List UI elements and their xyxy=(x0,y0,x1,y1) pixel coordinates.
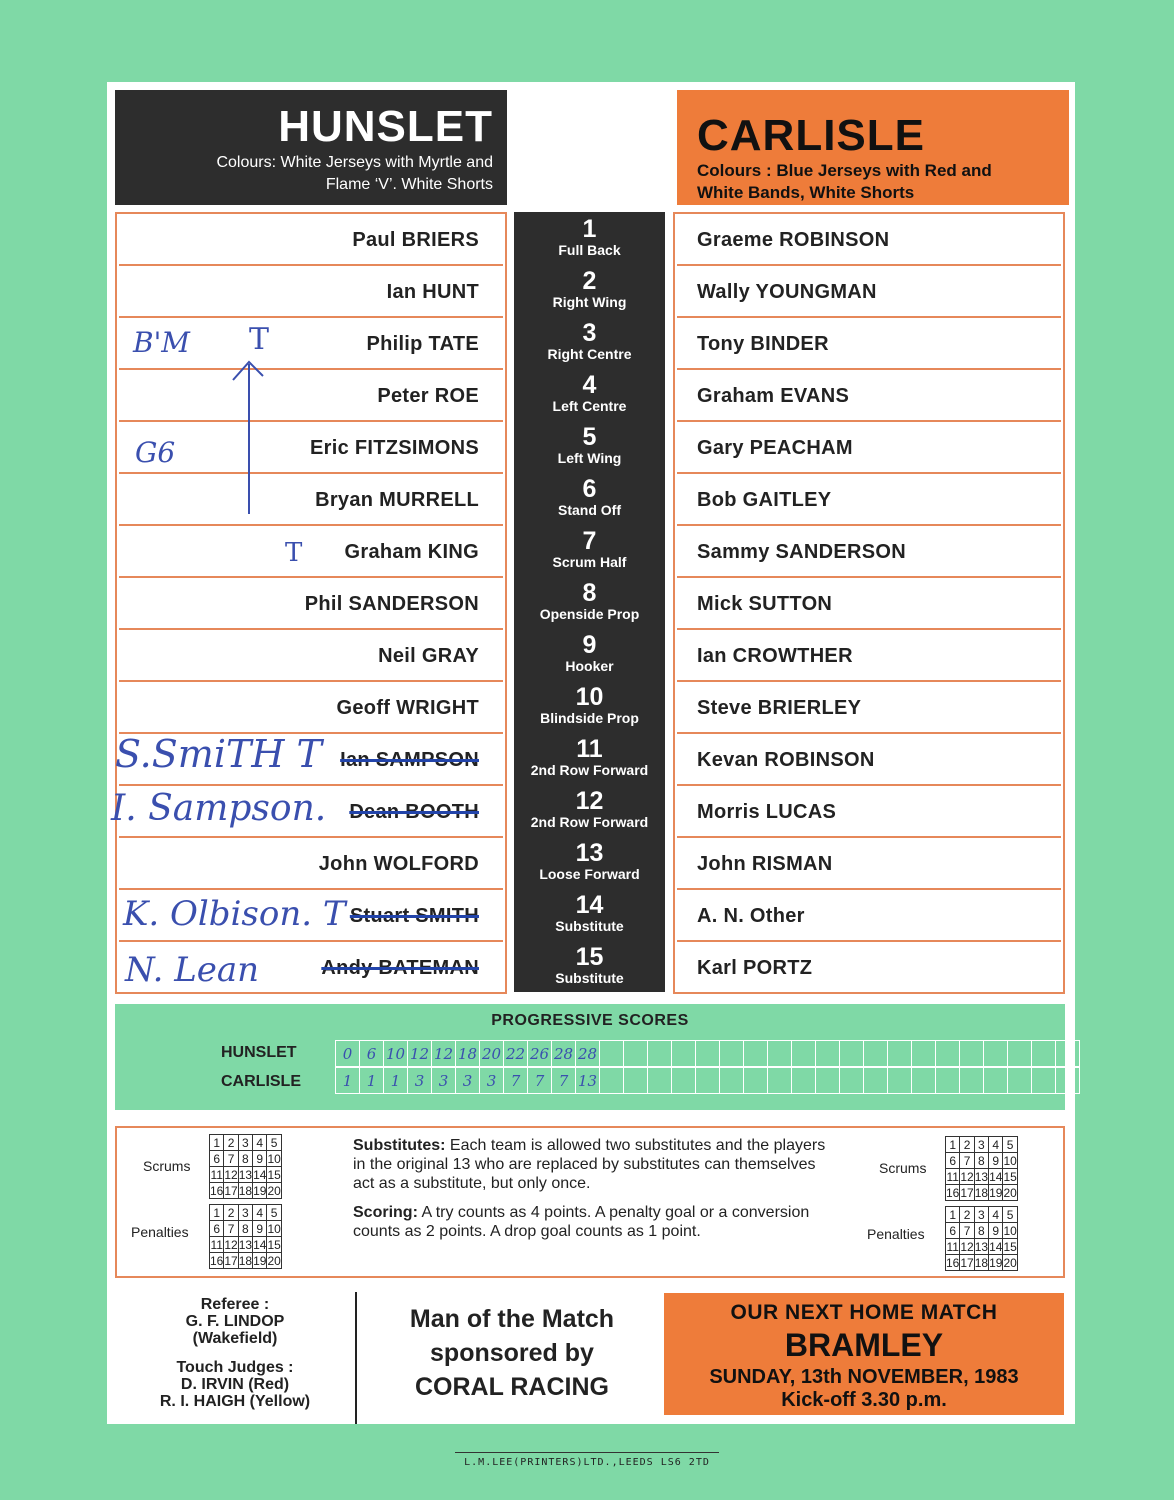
progressive-scores-title: PROGRESSIVE SCORES xyxy=(491,1012,689,1029)
position-number: 14 xyxy=(575,891,604,919)
handwritten-note-g6: G6 xyxy=(135,436,176,469)
away-player-7: Sammy SANDERSON xyxy=(677,526,1061,578)
score-cell xyxy=(600,1041,624,1067)
score-cell xyxy=(864,1068,888,1094)
tally-cell: 1 xyxy=(210,1205,224,1221)
tally-cell: 18 xyxy=(238,1253,253,1268)
score-cell xyxy=(720,1041,744,1067)
position-3 xyxy=(514,316,665,368)
tally-cell: 18 xyxy=(974,1255,989,1270)
handwritten-note-t1: T xyxy=(249,322,270,357)
tally-cell: 12 xyxy=(224,1167,238,1182)
score-cell xyxy=(984,1068,1008,1094)
tally-cell: 3 xyxy=(974,1137,988,1153)
rules-box xyxy=(115,1126,1065,1278)
home-player-4: Peter ROE xyxy=(119,370,503,422)
position-number: 15 xyxy=(575,943,604,971)
tally-cell: 20 xyxy=(1003,1255,1017,1270)
score-cell xyxy=(936,1068,960,1094)
rules-text xyxy=(353,1136,833,1251)
tally-cell: 4 xyxy=(989,1137,1003,1153)
away-player-8: Mick SUTTON xyxy=(677,578,1061,630)
tally-cell: 13 xyxy=(238,1167,253,1182)
away-penalties-label: Penalties xyxy=(867,1226,925,1242)
position-label: Full Back xyxy=(558,242,621,258)
position-14 xyxy=(514,888,665,940)
tally-cell: 3 xyxy=(238,1205,252,1221)
home-player-14: Stuart SMITH xyxy=(119,890,503,942)
score-cell xyxy=(648,1041,672,1067)
home-colours-line-2: Flame ‘V’. White Shorts xyxy=(325,176,493,193)
away-scrums-label: Scrums xyxy=(879,1160,927,1176)
tally-cell: 6 xyxy=(946,1223,960,1239)
score-cell: 3 xyxy=(456,1068,480,1094)
tally-cell: 2 xyxy=(960,1207,974,1223)
tally-cell: 12 xyxy=(960,1169,974,1184)
away-player-15: Karl PORTZ xyxy=(697,957,813,979)
substitutes-text: Each team is allowed two substitutes and the players in the original 13 who are replaced by substitutes can themselves act as a substitute, but only once. xyxy=(353,1137,826,1192)
tally-cell: 12 xyxy=(224,1237,238,1252)
score-cell xyxy=(792,1041,816,1067)
score-cell xyxy=(1008,1041,1032,1067)
home-player-3: Philip TATE xyxy=(119,318,503,370)
score-cell: 0 xyxy=(336,1041,360,1067)
position-number: 9 xyxy=(582,631,597,659)
match-officials xyxy=(115,1292,357,1424)
position-number: 12 xyxy=(575,787,604,815)
man-of-the-match xyxy=(367,1302,657,1404)
score-cell xyxy=(984,1041,1008,1067)
tally-cell: 8 xyxy=(974,1153,988,1169)
tally-cell: 7 xyxy=(960,1223,974,1239)
away-player-3: Tony BINDER xyxy=(677,318,1061,370)
tally-cell: 15 xyxy=(267,1237,281,1252)
position-9 xyxy=(514,628,665,680)
away-player-9: Ian CROWTHER xyxy=(677,630,1061,682)
position-label: Hooker xyxy=(565,658,614,674)
tally-cell: 2 xyxy=(224,1135,238,1151)
tally-cell: 18 xyxy=(974,1185,989,1200)
substitutes-rule xyxy=(353,1136,833,1193)
away-player-10: Steve BRIERLEY xyxy=(677,682,1061,734)
motm-line-1: Man of the Match xyxy=(409,1305,615,1333)
score-cell: 3 xyxy=(432,1068,456,1094)
tally-cell: 10 xyxy=(267,1151,281,1166)
position-label: Substitute xyxy=(555,918,624,934)
position-number: 5 xyxy=(582,423,597,451)
position-8 xyxy=(514,576,665,628)
tally-cell: 6 xyxy=(210,1151,224,1167)
tally-cell: 7 xyxy=(224,1221,238,1237)
tally-cell: 4 xyxy=(989,1207,1003,1223)
next-match-heading: OUR NEXT HOME MATCH xyxy=(730,1301,998,1324)
progressive-away-label: CARLISLE xyxy=(221,1073,301,1090)
tally-cell: 11 xyxy=(946,1169,959,1184)
tally-cell: 9 xyxy=(989,1153,1003,1169)
score-cell xyxy=(648,1068,672,1094)
scoring-heading: Scoring: xyxy=(353,1204,418,1221)
score-cell: 10 xyxy=(384,1041,408,1067)
away-team-header xyxy=(677,90,1069,205)
score-cell: 6 xyxy=(360,1041,384,1067)
score-cell: 13 xyxy=(576,1068,600,1094)
home-player-7: Graham KING xyxy=(119,526,503,578)
position-label: Stand Off xyxy=(558,502,621,518)
tally-cell: 16 xyxy=(946,1185,960,1200)
score-cell xyxy=(672,1068,696,1094)
away-player-14: A. N. Other xyxy=(677,890,1061,942)
position-12 xyxy=(514,784,665,836)
tally-cell: 5 xyxy=(267,1205,281,1221)
score-cell: 12 xyxy=(432,1041,456,1067)
tally-cell: 1 xyxy=(946,1207,960,1223)
home-player-15: Andy BATEMAN xyxy=(321,957,479,979)
tally-cell: 8 xyxy=(238,1221,252,1237)
home-team-name: HUNSLET xyxy=(278,102,493,151)
handwritten-note-k-olbison: K. Olbison. T xyxy=(123,894,346,934)
tally-cell: 13 xyxy=(974,1239,989,1254)
position-label: Scrum Half xyxy=(552,554,627,570)
tally-cell: 14 xyxy=(989,1239,1003,1254)
position-13 xyxy=(514,836,665,888)
score-cell xyxy=(720,1068,744,1094)
score-cell xyxy=(1008,1068,1032,1094)
away-player-11: Kevan ROBINSON xyxy=(677,734,1061,786)
score-cell: 28 xyxy=(576,1041,600,1067)
home-player-2: Ian HUNT xyxy=(119,266,503,318)
progressive-home-label: HUNSLET xyxy=(221,1044,297,1061)
score-cell xyxy=(768,1041,792,1067)
tally-cell: 14 xyxy=(253,1167,267,1182)
tally-cell: 15 xyxy=(1003,1169,1017,1184)
score-cell xyxy=(840,1068,864,1094)
position-number: 1 xyxy=(582,215,597,243)
touch-judges-label: Touch Judges : xyxy=(176,1359,294,1376)
tally-cell: 20 xyxy=(267,1253,281,1268)
position-label: Right Centre xyxy=(547,346,632,362)
tally-cell: 15 xyxy=(1003,1239,1017,1254)
home-score-grid xyxy=(335,1040,1080,1067)
tally-cell: 10 xyxy=(267,1221,281,1236)
position-1 xyxy=(514,212,665,264)
tally-cell: 6 xyxy=(946,1153,960,1169)
home-penalties-table xyxy=(209,1204,282,1269)
score-cell: 3 xyxy=(408,1068,432,1094)
handwritten-note-n-lean: N. Lean xyxy=(125,950,260,990)
position-number: 10 xyxy=(575,683,604,711)
tally-cell: 16 xyxy=(946,1255,960,1270)
position-label: 2nd Row Forward xyxy=(530,762,649,778)
tally-cell: 17 xyxy=(960,1185,974,1200)
score-cell xyxy=(816,1041,840,1067)
progressive-scores xyxy=(115,1004,1065,1110)
home-player-10: Geoff WRIGHT xyxy=(119,682,503,734)
home-penalties-label: Penalties xyxy=(131,1224,189,1240)
score-cell: 7 xyxy=(528,1068,552,1094)
score-cell: 22 xyxy=(504,1041,528,1067)
printer-credit: L.M.LEE(PRINTERS)LTD.,LEEDS LS6 2TD xyxy=(455,1452,719,1468)
away-team-name: CARLISLE xyxy=(697,111,925,160)
score-cell xyxy=(624,1041,648,1067)
score-cell xyxy=(840,1041,864,1067)
tally-cell: 7 xyxy=(960,1153,974,1169)
score-cell xyxy=(960,1068,984,1094)
handwritten-note-t2: T xyxy=(285,538,303,568)
away-player-5: Gary PEACHAM xyxy=(677,422,1061,474)
position-number: 2 xyxy=(582,267,597,295)
tally-cell: 11 xyxy=(946,1239,959,1254)
home-player-1: Paul BRIERS xyxy=(119,214,503,266)
away-player-1: Graeme ROBINSON xyxy=(677,214,1061,266)
tally-cell: 1 xyxy=(210,1135,224,1151)
score-cell xyxy=(888,1041,912,1067)
position-number: 3 xyxy=(582,319,597,347)
tally-cell: 19 xyxy=(989,1185,1003,1200)
handwritten-note-bm: B'M xyxy=(133,326,190,359)
position-2 xyxy=(514,264,665,316)
home-player-list xyxy=(115,212,507,994)
home-team-header xyxy=(115,90,507,205)
tally-cell: 9 xyxy=(253,1151,267,1167)
tally-cell: 20 xyxy=(1003,1185,1017,1200)
score-cell: 20 xyxy=(480,1041,504,1067)
tally-cell: 9 xyxy=(989,1223,1003,1239)
score-cell xyxy=(912,1041,936,1067)
touch-judge-2: R. I. HAIGH (Yellow) xyxy=(159,1393,311,1410)
home-player-12: Dean BOOTH xyxy=(119,786,503,838)
position-number: 6 xyxy=(582,475,597,503)
position-label: Openside Prop xyxy=(539,606,640,622)
score-cell: 7 xyxy=(504,1068,528,1094)
away-colours-line-2: White Bands, White Shorts xyxy=(697,183,915,202)
score-cell: 28 xyxy=(552,1041,576,1067)
tally-cell: 7 xyxy=(224,1151,238,1167)
home-scrums-label: Scrums xyxy=(143,1158,191,1174)
tally-cell: 15 xyxy=(267,1167,281,1182)
score-cell xyxy=(1032,1068,1056,1094)
tally-cell: 9 xyxy=(253,1221,267,1237)
position-label: Substitute xyxy=(555,970,624,986)
team-sheet xyxy=(107,82,1075,1424)
tally-cell: 3 xyxy=(974,1207,988,1223)
tally-cell: 16 xyxy=(210,1253,224,1268)
position-label: 2nd Row Forward xyxy=(530,814,649,830)
tally-cell: 19 xyxy=(989,1255,1003,1270)
score-cell: 12 xyxy=(408,1041,432,1067)
score-cell xyxy=(936,1041,960,1067)
score-cell: 18 xyxy=(456,1041,480,1067)
score-cell xyxy=(744,1041,768,1067)
tally-cell: 10 xyxy=(1003,1223,1017,1238)
score-cell xyxy=(1056,1041,1080,1067)
score-cell xyxy=(816,1068,840,1094)
position-6 xyxy=(514,472,665,524)
tally-cell: 17 xyxy=(224,1253,238,1268)
position-label: Blindside Prop xyxy=(540,710,639,726)
tally-cell: 14 xyxy=(989,1169,1003,1184)
score-cell: 26 xyxy=(528,1041,552,1067)
away-player-13: John RISMAN xyxy=(677,838,1061,890)
tally-cell: 12 xyxy=(960,1239,974,1254)
position-11 xyxy=(514,732,665,784)
score-cell xyxy=(1056,1068,1080,1094)
scoring-text: A try counts as 4 points. A penalty goal or a conversion counts as 2 points. A drop goal counts as 1 point. xyxy=(353,1204,810,1240)
away-player-12: Morris LUCAS xyxy=(677,786,1061,838)
away-player-2: Wally YOUNGMAN xyxy=(677,266,1061,318)
home-player-5: Eric FITZSIMONS xyxy=(119,422,503,474)
tally-cell: 3 xyxy=(238,1135,252,1151)
position-10 xyxy=(514,680,665,732)
tally-cell: 2 xyxy=(224,1205,238,1221)
referee-town: (Wakefield) xyxy=(192,1330,278,1347)
position-label: Loose Forward xyxy=(539,866,640,882)
tally-cell: 13 xyxy=(238,1237,253,1252)
tally-cell: 11 xyxy=(210,1167,223,1182)
score-cell xyxy=(768,1068,792,1094)
next-match-opponent: BRAMLEY xyxy=(784,1327,944,1363)
score-cell xyxy=(864,1041,888,1067)
tally-cell: 5 xyxy=(1003,1207,1017,1223)
away-player-4: Graham EVANS xyxy=(677,370,1061,422)
score-cell xyxy=(600,1068,624,1094)
score-cell xyxy=(960,1041,984,1067)
score-cell xyxy=(912,1068,936,1094)
touch-judge-1: D. IRVIN (Red) xyxy=(180,1376,290,1393)
tally-cell: 4 xyxy=(253,1135,267,1151)
away-score-grid xyxy=(335,1067,1080,1094)
position-number: 7 xyxy=(582,527,597,555)
next-match-date: SUNDAY, 13th NOVEMBER, 1983 xyxy=(709,1366,1019,1388)
handwritten-note-l-sampson: I. Sampson. xyxy=(111,788,327,829)
score-cell xyxy=(888,1068,912,1094)
score-cell xyxy=(792,1068,816,1094)
handwritten-note-s-smith: S.SmiTH T xyxy=(115,732,322,776)
score-cell: 1 xyxy=(384,1068,408,1094)
position-number: 11 xyxy=(576,735,603,763)
tally-cell: 1 xyxy=(946,1137,960,1153)
next-match-kickoff: Kick-off 3.30 p.m. xyxy=(781,1389,947,1411)
away-player-6: Bob GAITLEY xyxy=(677,474,1061,526)
next-home-match xyxy=(664,1293,1064,1415)
score-cell: 7 xyxy=(552,1068,576,1094)
motm-sponsor: CORAL RACING xyxy=(415,1373,609,1401)
tally-cell: 19 xyxy=(253,1183,267,1198)
away-colours-line-1: Colours : Blue Jerseys with Red and xyxy=(697,161,992,180)
tally-cell: 16 xyxy=(210,1183,224,1198)
position-label: Left Wing xyxy=(557,450,622,466)
referee-name: G. F. LINDOP xyxy=(185,1313,285,1330)
referee-label: Referee : xyxy=(200,1296,270,1313)
tally-cell: 20 xyxy=(267,1183,281,1198)
score-cell: 3 xyxy=(480,1068,504,1094)
home-player-11: Ian SAMPSON xyxy=(119,734,503,786)
position-number: 13 xyxy=(575,839,604,867)
away-penalties-table xyxy=(945,1206,1018,1271)
home-player-9: Neil GRAY xyxy=(119,630,503,682)
position-7 xyxy=(514,524,665,576)
position-5 xyxy=(514,420,665,472)
position-number: 8 xyxy=(582,579,597,607)
tally-cell: 17 xyxy=(960,1255,974,1270)
score-cell xyxy=(672,1041,696,1067)
tally-cell: 5 xyxy=(267,1135,281,1151)
home-scrums-table xyxy=(209,1134,282,1199)
scoring-rule xyxy=(353,1203,833,1241)
tally-cell: 11 xyxy=(210,1237,223,1252)
position-15 xyxy=(514,940,665,992)
position-label: Right Wing xyxy=(552,294,627,310)
score-cell xyxy=(624,1068,648,1094)
position-4 xyxy=(514,368,665,420)
home-colours-line-1: Colours: White Jerseys with Myrtle and xyxy=(216,154,493,171)
home-player-8: Phil SANDERSON xyxy=(119,578,503,630)
position-column xyxy=(514,212,665,992)
substitutes-heading: Substitutes: xyxy=(353,1137,446,1154)
score-cell: 1 xyxy=(336,1068,360,1094)
away-player-list xyxy=(673,212,1065,994)
tally-cell: 13 xyxy=(974,1169,989,1184)
score-cell xyxy=(1032,1041,1056,1067)
away-scrums-table xyxy=(945,1136,1018,1201)
motm-line-2: sponsored by xyxy=(430,1339,594,1367)
score-cell xyxy=(696,1041,720,1067)
tally-cell: 8 xyxy=(974,1223,988,1239)
tally-cell: 17 xyxy=(224,1183,238,1198)
score-cell xyxy=(696,1068,720,1094)
tally-cell: 10 xyxy=(1003,1153,1017,1168)
home-player-13: John WOLFORD xyxy=(119,838,503,890)
tally-cell: 4 xyxy=(253,1205,267,1221)
home-player-6: Bryan MURRELL xyxy=(119,474,503,526)
score-cell xyxy=(744,1068,768,1094)
score-cell: 1 xyxy=(360,1068,384,1094)
tally-cell: 14 xyxy=(253,1237,267,1252)
tally-cell: 2 xyxy=(960,1137,974,1153)
tally-cell: 19 xyxy=(253,1253,267,1268)
tally-cell: 6 xyxy=(210,1221,224,1237)
tally-cell: 8 xyxy=(238,1151,252,1167)
tally-cell: 18 xyxy=(238,1183,253,1198)
position-label: Left Centre xyxy=(552,398,627,414)
tally-cell: 5 xyxy=(1003,1137,1017,1153)
position-number: 4 xyxy=(582,371,597,399)
